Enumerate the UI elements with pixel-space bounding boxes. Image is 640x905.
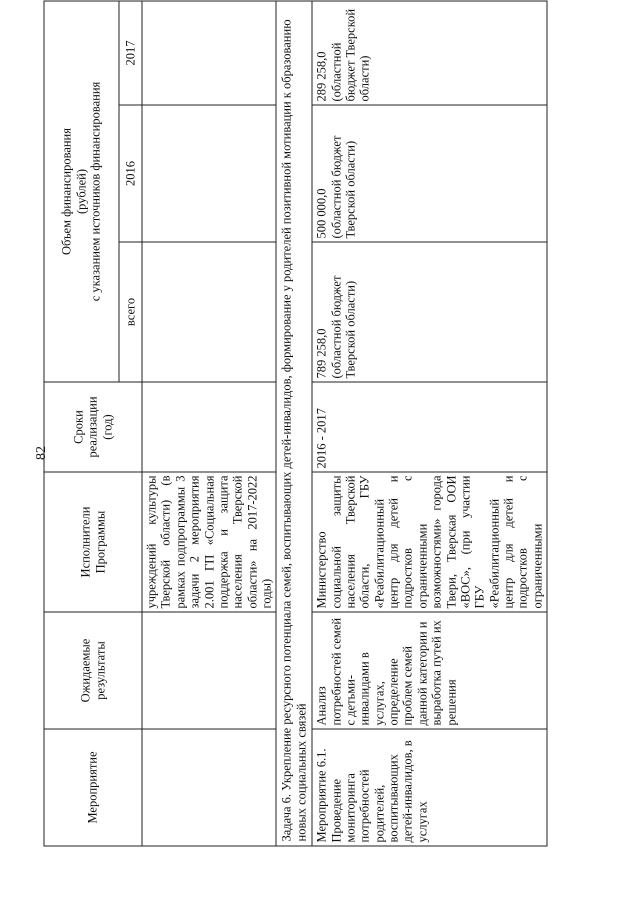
event-6-1-executors: Министерство социальной защиты населения Тверской области, ГБУ «Реабилитационный центр для детей и подростков с ограниченными возможностями» города Твери, Тверская ООИ «ВОС», (при участии ГБУ «Реабилитационный центр для детей и подростков с ограниченными <box>312 472 547 612</box>
page-number: 82 <box>34 446 49 460</box>
event-6-1-terms: 2016 - 2017 <box>312 382 547 472</box>
continuation-event <box>142 729 276 846</box>
event-6-1: Мероприятие 6.1. Проведение мониторинга потребностей родителей, воспитывающих детей-инвалидов, в услугах <box>312 729 547 846</box>
header-results: Ожидаемые результаты <box>44 612 142 729</box>
header-2017: 2017 <box>119 1 142 105</box>
event-6-1-results: Анализ потребностей семей с детьми-инвалидами в услугах, определение проблем семей данной категории и выработка путей их решения <box>312 612 547 729</box>
header-event: Мероприятие <box>44 729 142 846</box>
header-2016: 2016 <box>119 105 142 242</box>
header-executors: Исполнители Программы <box>44 472 142 612</box>
continuation-2016 <box>142 105 276 242</box>
continuation-executors: учреждений культуры Тверской области) (в рамках подпрограммы 3 задачи 2 мероприятия 2.001 ГП «Социальная поддержка и защита населения Тверской области» на 2017-2022 годы) <box>142 472 276 612</box>
header-total: всего <box>119 242 142 382</box>
event-6-1-2017: 289 258,0 (областной бюджет Тверской области) <box>312 1 547 105</box>
event-6-1-2016: 500 000,0 (областной бюджет Тверской области) <box>312 105 547 242</box>
header-terms: Сроки реализации (год) <box>44 382 142 472</box>
event-6-1-total: 789 258,0 (областной бюджет Тверской области) <box>312 242 547 382</box>
header-funding: Объем финансирования (рублей) с указанием источников финансирования <box>44 1 119 382</box>
document-table-rotated <box>44 2 545 847</box>
program-table <box>44 0 548 846</box>
continuation-results <box>142 612 276 729</box>
continuation-terms <box>142 382 276 472</box>
continuation-2017 <box>142 1 276 105</box>
continuation-total <box>142 242 276 382</box>
task-6-heading: Задача 6. Укрепление ресурсного потенциала семей, воспитывающих детей-инвалидов, формирование у родителей позитивной мотивации к образованию новых социальных связей <box>276 1 312 846</box>
